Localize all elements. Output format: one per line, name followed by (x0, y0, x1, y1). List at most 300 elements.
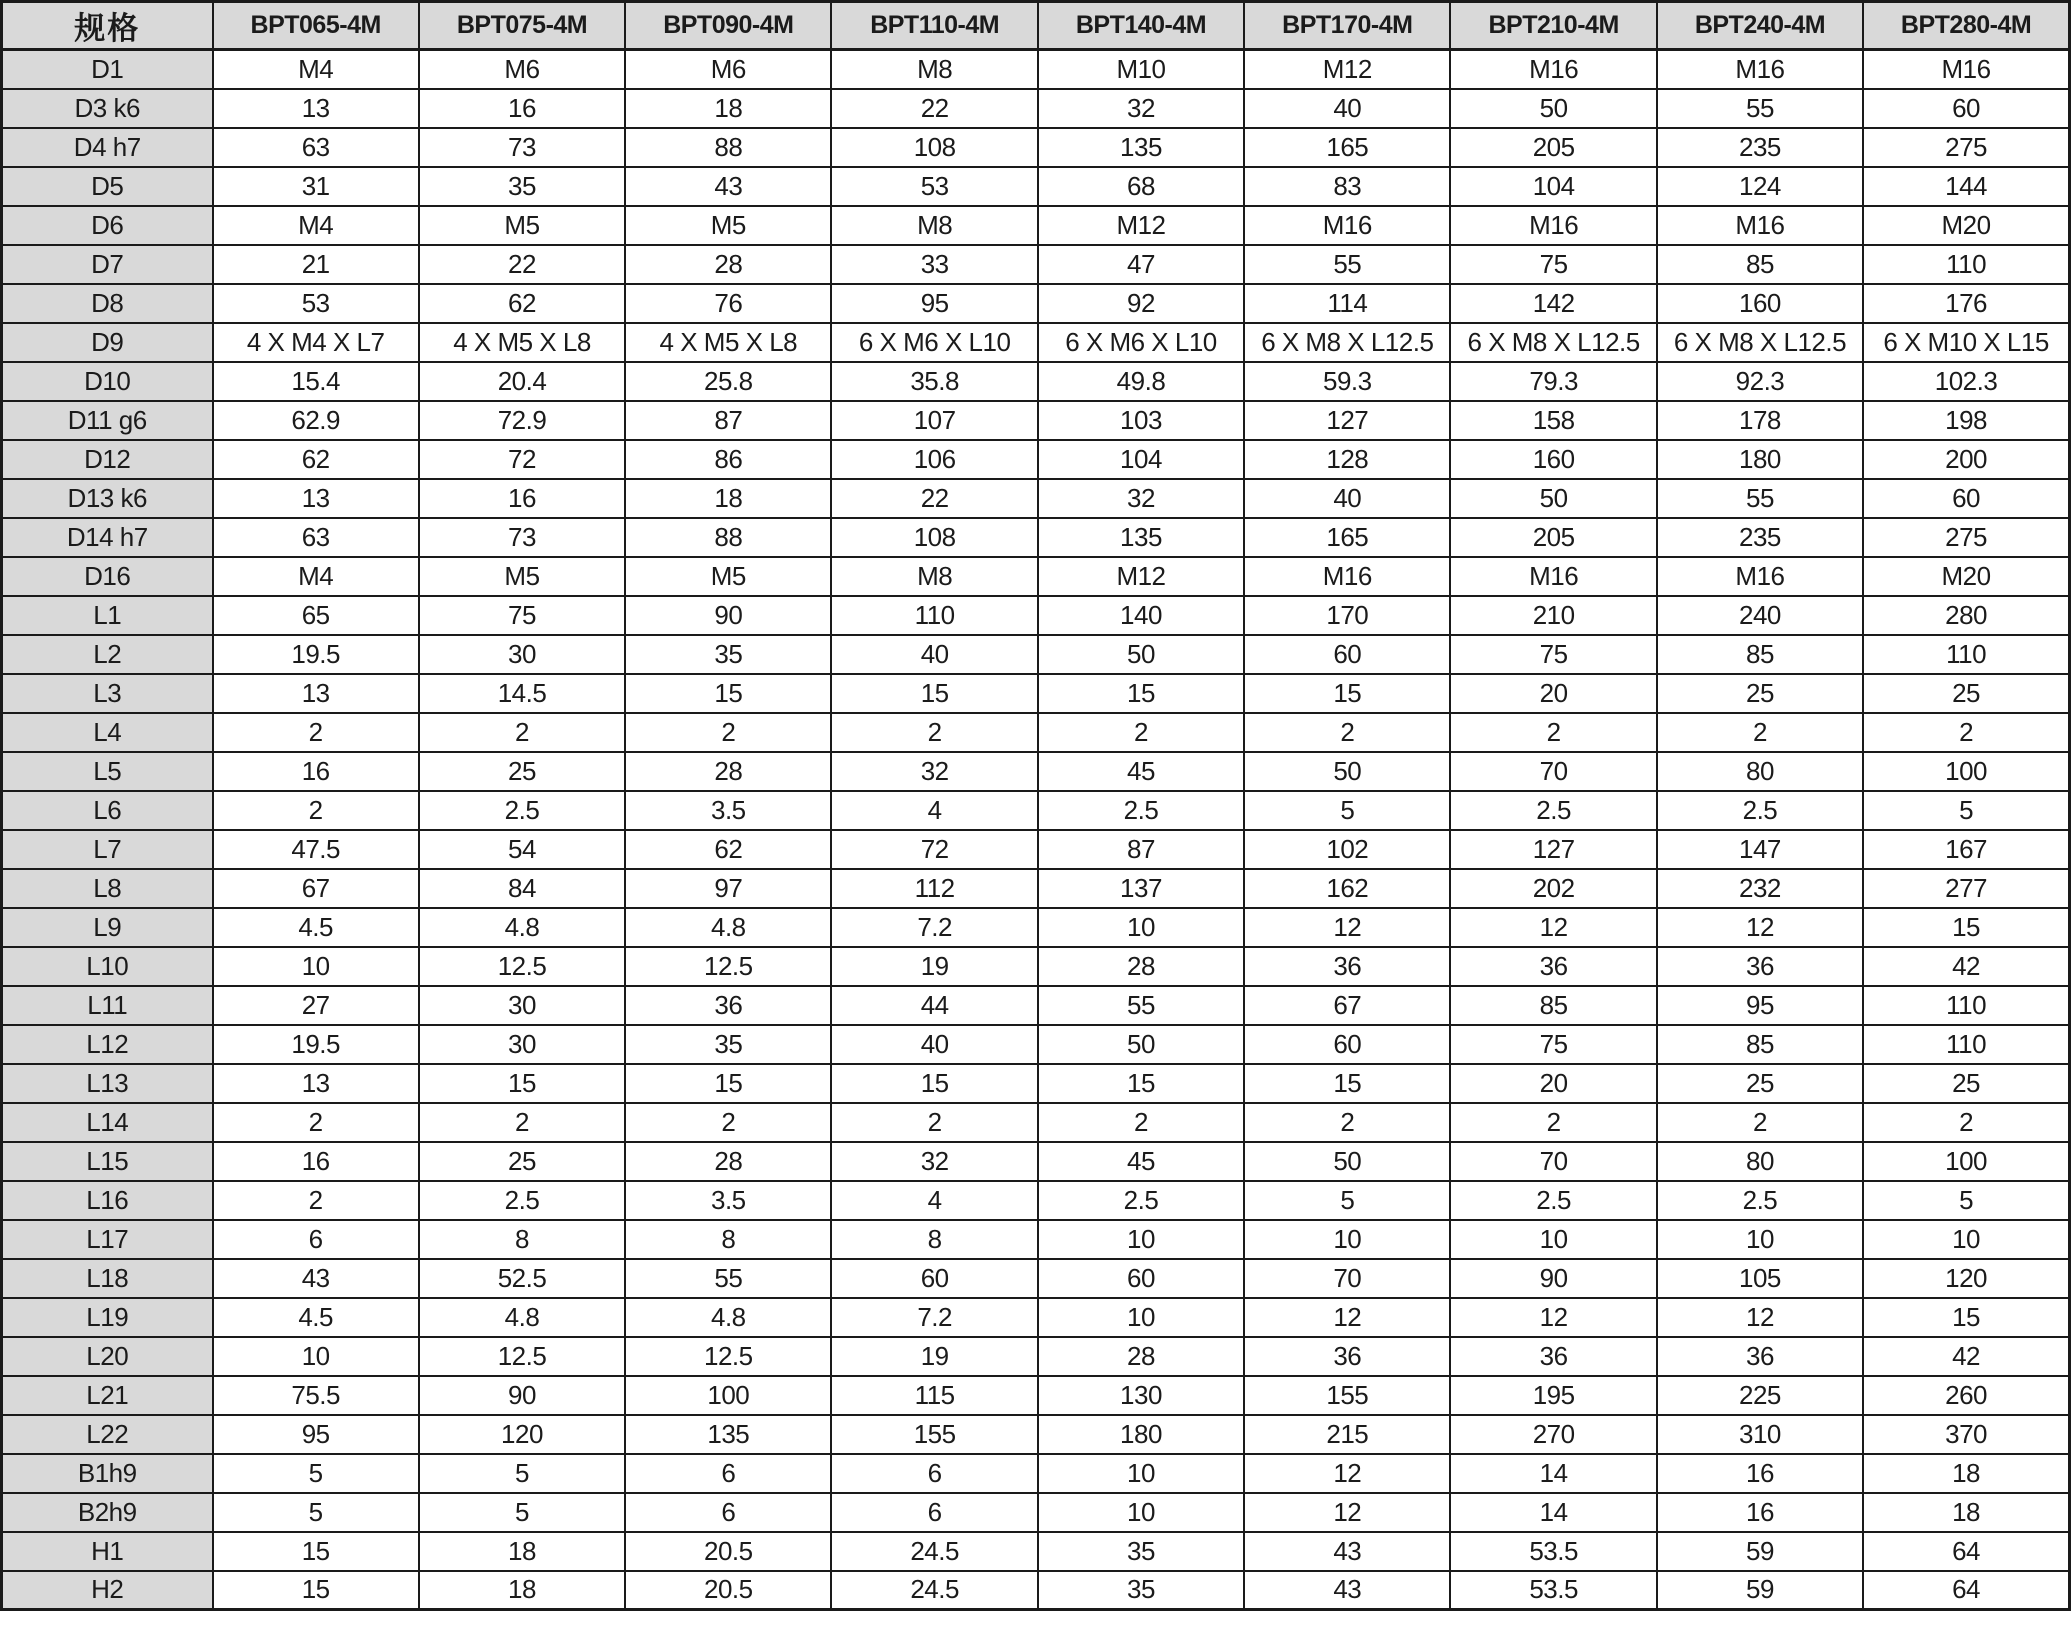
spec-cell: 115 (831, 1376, 1037, 1415)
spec-cell: 2.5 (419, 1181, 625, 1220)
spec-cell: 95 (213, 1415, 419, 1454)
spec-cell: 6 X M6 X L10 (1038, 323, 1244, 362)
spec-cell: 120 (1863, 1259, 2069, 1298)
spec-cell: 232 (1657, 869, 1863, 908)
spec-cell: 12.5 (625, 1337, 831, 1376)
spec-cell: 54 (419, 830, 625, 869)
spec-cell: M16 (1657, 557, 1863, 596)
table-row (2, 1181, 2070, 1220)
spec-cell: 124 (1657, 167, 1863, 206)
spec-cell: 110 (1863, 986, 2069, 1025)
spec-cell: 2 (1863, 1103, 2069, 1142)
spec-cell: 73 (419, 518, 625, 557)
table-row (2, 596, 2070, 635)
spec-cell: 40 (831, 635, 1037, 674)
spec-cell: 4 X M4 X L7 (213, 323, 419, 362)
spec-cell: 10 (1038, 908, 1244, 947)
table-row (2, 128, 2070, 167)
spec-cell: 6 (213, 1220, 419, 1259)
spec-cell: M6 (419, 50, 625, 89)
spec-cell: 16 (1657, 1493, 1863, 1532)
column-header: BPT170-4M (1244, 2, 1450, 50)
row-label: D4 h7 (2, 128, 213, 167)
spec-cell: 280 (1863, 596, 2069, 635)
row-label: L19 (2, 1298, 213, 1337)
spec-cell: 180 (1038, 1415, 1244, 1454)
spec-cell: 59.3 (1244, 362, 1450, 401)
spec-cell: 83 (1244, 167, 1450, 206)
spec-cell: 107 (831, 401, 1037, 440)
spec-cell: 16 (213, 752, 419, 791)
spec-cell: 55 (625, 1259, 831, 1298)
spec-cell: 128 (1244, 440, 1450, 479)
table-row (2, 1064, 2070, 1103)
table-row (2, 869, 2070, 908)
spec-cell: 53 (831, 167, 1037, 206)
spec-cell: 53 (213, 284, 419, 323)
spec-cell: 95 (831, 284, 1037, 323)
spec-cell: 85 (1450, 986, 1656, 1025)
table-row (2, 908, 2070, 947)
spec-cell: 15 (213, 1571, 419, 1610)
table-row (2, 284, 2070, 323)
row-label: D6 (2, 206, 213, 245)
row-label: L14 (2, 1103, 213, 1142)
table-row (2, 1259, 2070, 1298)
spec-cell: 15 (831, 1064, 1037, 1103)
spec-cell: 35.8 (831, 362, 1037, 401)
spec-cell: M5 (419, 206, 625, 245)
spec-cell: 70 (1244, 1259, 1450, 1298)
spec-cell: 2 (1863, 713, 2069, 752)
spec-cell: 5 (1863, 1181, 2069, 1220)
spec-cell: 160 (1657, 284, 1863, 323)
spec-cell: 55 (1244, 245, 1450, 284)
spec-cell: M16 (1863, 50, 2069, 89)
spec-cell: 144 (1863, 167, 2069, 206)
spec-cell: 28 (625, 1142, 831, 1181)
spec-cell: 2.5 (1038, 791, 1244, 830)
spec-cell: 6 (831, 1493, 1037, 1532)
spec-cell: 200 (1863, 440, 2069, 479)
row-label: D7 (2, 245, 213, 284)
spec-cell: 12.5 (419, 947, 625, 986)
spec-cell: 24.5 (831, 1532, 1037, 1571)
spec-cell: 88 (625, 128, 831, 167)
spec-cell: 4.8 (625, 908, 831, 947)
row-label: L9 (2, 908, 213, 947)
spec-cell: 21 (213, 245, 419, 284)
spec-cell: 44 (831, 986, 1037, 1025)
spec-cell: 198 (1863, 401, 2069, 440)
spec-cell: 15 (831, 674, 1037, 713)
spec-cell: 13 (213, 674, 419, 713)
spec-cell: 30 (419, 1025, 625, 1064)
spec-cell: 100 (1863, 1142, 2069, 1181)
spec-cell: 35 (625, 635, 831, 674)
row-label: D12 (2, 440, 213, 479)
spec-cell: 36 (1244, 1337, 1450, 1376)
spec-cell: 43 (1244, 1532, 1450, 1571)
spec-cell: 75.5 (213, 1376, 419, 1415)
spec-cell: 112 (831, 869, 1037, 908)
spec-cell: 155 (831, 1415, 1037, 1454)
spec-cell: 2.5 (419, 791, 625, 830)
row-label: L21 (2, 1376, 213, 1415)
spec-cell: 12 (1244, 1454, 1450, 1493)
spec-cell: 165 (1244, 518, 1450, 557)
spec-cell: 2 (1244, 713, 1450, 752)
spec-cell: 4.8 (419, 908, 625, 947)
row-label: L6 (2, 791, 213, 830)
spec-cell: 6 X M6 X L10 (831, 323, 1037, 362)
table-row (2, 1298, 2070, 1337)
row-label: L7 (2, 830, 213, 869)
table-row (2, 1220, 2070, 1259)
spec-cell: 110 (1863, 245, 2069, 284)
spec-cell: 135 (1038, 518, 1244, 557)
spec-cell: 20.5 (625, 1571, 831, 1610)
table-row (2, 89, 2070, 128)
spec-cell: 75 (1450, 635, 1656, 674)
spec-cell: 10 (1244, 1220, 1450, 1259)
column-header: BPT090-4M (625, 2, 831, 50)
spec-cell: 73 (419, 128, 625, 167)
spec-cell: 12 (1657, 908, 1863, 947)
spec-cell: 5 (213, 1493, 419, 1532)
row-label: D5 (2, 167, 213, 206)
row-label: H1 (2, 1532, 213, 1571)
spec-cell: 4.5 (213, 908, 419, 947)
spec-cell: 53.5 (1450, 1532, 1656, 1571)
spec-cell: 4 (831, 1181, 1037, 1220)
row-label: L2 (2, 635, 213, 674)
spec-cell: 14 (1450, 1454, 1656, 1493)
table-row (2, 713, 2070, 752)
spec-cell: M5 (625, 557, 831, 596)
spec-cell: 95 (1657, 986, 1863, 1025)
spec-cell: M20 (1863, 557, 2069, 596)
spec-cell: 100 (625, 1376, 831, 1415)
spec-cell: 60 (1863, 479, 2069, 518)
spec-cell: 6 X M10 X L15 (1863, 323, 2069, 362)
spec-cell: 120 (419, 1415, 625, 1454)
row-label: L1 (2, 596, 213, 635)
table-row (2, 674, 2070, 713)
spec-cell: 106 (831, 440, 1037, 479)
spec-cell: 36 (625, 986, 831, 1025)
spec-cell: 47.5 (213, 830, 419, 869)
spec-cell: 22 (831, 89, 1037, 128)
spec-cell: 7.2 (831, 1298, 1037, 1337)
spec-cell: 16 (213, 1142, 419, 1181)
spec-cell: 8 (831, 1220, 1037, 1259)
spec-cell: 35 (1038, 1571, 1244, 1610)
spec-cell: M6 (625, 50, 831, 89)
spec-cell: 24.5 (831, 1571, 1037, 1610)
spec-cell: 76 (625, 284, 831, 323)
spec-cell: M16 (1244, 557, 1450, 596)
spec-cell: 130 (1038, 1376, 1244, 1415)
spec-cell: 6 X M8 X L12.5 (1657, 323, 1863, 362)
spec-cell: 16 (1657, 1454, 1863, 1493)
spec-cell: 4 X M5 X L8 (419, 323, 625, 362)
spec-cell: 2.5 (1657, 1181, 1863, 1220)
spec-cell: 4.8 (625, 1298, 831, 1337)
spec-cell: 18 (625, 479, 831, 518)
table-row (2, 1571, 2070, 1610)
row-label: B1h9 (2, 1454, 213, 1493)
spec-cell: 3.5 (625, 791, 831, 830)
spec-cell: 210 (1450, 596, 1656, 635)
spec-cell: 50 (1244, 752, 1450, 791)
spec-cell: 25 (1863, 1064, 2069, 1103)
spec-cell: 32 (831, 1142, 1037, 1181)
spec-cell: 75 (1450, 1025, 1656, 1064)
spec-cell: 15 (1863, 1298, 2069, 1337)
spec-cell: 205 (1450, 518, 1656, 557)
spec-cell: 13 (213, 1064, 419, 1103)
spec-cell: 19.5 (213, 1025, 419, 1064)
spec-cell: 72 (831, 830, 1037, 869)
spec-cell: 45 (1038, 752, 1244, 791)
spec-cell: 110 (1863, 635, 2069, 674)
row-label: L12 (2, 1025, 213, 1064)
spec-cell: 32 (831, 752, 1037, 791)
spec-cell: 43 (625, 167, 831, 206)
spec-cell: 87 (625, 401, 831, 440)
spec-cell: 240 (1657, 596, 1863, 635)
spec-cell: 2 (213, 713, 419, 752)
spec-cell: 105 (1657, 1259, 1863, 1298)
column-header: BPT140-4M (1038, 2, 1244, 50)
spec-cell: 18 (419, 1571, 625, 1610)
spec-cell: 14.5 (419, 674, 625, 713)
spec-cell: 310 (1657, 1415, 1863, 1454)
spec-cell: 12 (1244, 1298, 1450, 1337)
spec-cell: 12.5 (419, 1337, 625, 1376)
row-label: L8 (2, 869, 213, 908)
spec-cell: 60 (1244, 635, 1450, 674)
spec-cell: 275 (1863, 128, 2069, 167)
table-row (2, 206, 2070, 245)
spec-cell: 25 (1657, 674, 1863, 713)
spec-cell: 40 (1244, 89, 1450, 128)
spec-cell: 2 (213, 791, 419, 830)
spec-cell: 67 (1244, 986, 1450, 1025)
spec-cell: 88 (625, 518, 831, 557)
spec-cell: 10 (1038, 1220, 1244, 1259)
table-row (2, 50, 2070, 89)
table-row (2, 1454, 2070, 1493)
spec-cell: 70 (1450, 1142, 1656, 1181)
table-row (2, 1337, 2070, 1376)
spec-cell: 85 (1657, 635, 1863, 674)
row-label: L10 (2, 947, 213, 986)
column-header: BPT065-4M (213, 2, 419, 50)
row-label: D11 g6 (2, 401, 213, 440)
spec-cell: 18 (625, 89, 831, 128)
spec-cell: 63 (213, 128, 419, 167)
table-row (2, 830, 2070, 869)
table-row (2, 557, 2070, 596)
row-label: L13 (2, 1064, 213, 1103)
spec-cell: 102 (1244, 830, 1450, 869)
spec-cell: 43 (213, 1259, 419, 1298)
spec-cell: 15 (1038, 674, 1244, 713)
column-header: BPT075-4M (419, 2, 625, 50)
spec-cell: 12 (1450, 1298, 1656, 1337)
spec-cell: 100 (1863, 752, 2069, 791)
column-header: BPT110-4M (831, 2, 1037, 50)
spec-cell: 135 (625, 1415, 831, 1454)
row-label: D13 k6 (2, 479, 213, 518)
spec-cell: 79.3 (1450, 362, 1656, 401)
spec-cell: 205 (1450, 128, 1656, 167)
spec-cell: 86 (625, 440, 831, 479)
spec-cell: 42 (1863, 947, 2069, 986)
spec-cell: 63 (213, 518, 419, 557)
spec-cell: 13 (213, 479, 419, 518)
spec-cell: 35 (419, 167, 625, 206)
spec-cell: 40 (831, 1025, 1037, 1064)
spec-cell: 15 (625, 1064, 831, 1103)
spec-cell: 43 (1244, 1571, 1450, 1610)
spec-cell: 370 (1863, 1415, 2069, 1454)
spec-cell: 90 (419, 1376, 625, 1415)
spec-cell: 60 (1038, 1259, 1244, 1298)
table-row (2, 167, 2070, 206)
spec-cell: 20 (1450, 1064, 1656, 1103)
spec-cell: 165 (1244, 128, 1450, 167)
spec-cell: 5 (213, 1454, 419, 1493)
spec-cell: 15 (1863, 908, 2069, 947)
spec-cell: 62 (625, 830, 831, 869)
spec-cell: 2 (419, 1103, 625, 1142)
spec-cell: 127 (1244, 401, 1450, 440)
spec-cell: 30 (419, 986, 625, 1025)
spec-cell: 49.8 (1038, 362, 1244, 401)
table-row (2, 440, 2070, 479)
spec-cell: 104 (1450, 167, 1656, 206)
spec-cell: 75 (1450, 245, 1656, 284)
spec-cell: M12 (1038, 557, 1244, 596)
spec-cell: 215 (1244, 1415, 1450, 1454)
spec-cell: 64 (1863, 1532, 2069, 1571)
spec-cell: 28 (1038, 947, 1244, 986)
spec-cell: 72.9 (419, 401, 625, 440)
spec-cell: 15 (625, 674, 831, 713)
spec-cell: 28 (625, 245, 831, 284)
spec-cell: 55 (1038, 986, 1244, 1025)
spec-cell: 59 (1657, 1571, 1863, 1610)
spec-cell: 137 (1038, 869, 1244, 908)
row-label: H2 (2, 1571, 213, 1610)
table-row (2, 1532, 2070, 1571)
spec-cell: 15 (213, 1532, 419, 1571)
spec-cell: 4.8 (419, 1298, 625, 1337)
row-label: L16 (2, 1181, 213, 1220)
spec-cell: 10 (213, 1337, 419, 1376)
spec-cell: 102.3 (1863, 362, 2069, 401)
spec-cell: 180 (1657, 440, 1863, 479)
spec-cell: M10 (1038, 50, 1244, 89)
spec-cell: M12 (1038, 206, 1244, 245)
table-row (2, 1415, 2070, 1454)
table-row (2, 1142, 2070, 1181)
spec-cell: 104 (1038, 440, 1244, 479)
spec-cell: 6 X M8 X L12.5 (1450, 323, 1656, 362)
spec-cell: 3.5 (625, 1181, 831, 1220)
row-label: D3 k6 (2, 89, 213, 128)
row-label: L17 (2, 1220, 213, 1259)
spec-cell: 5 (419, 1454, 625, 1493)
spec-cell: 70 (1450, 752, 1656, 791)
spec-cell: 35 (625, 1025, 831, 1064)
spec-cell: 167 (1863, 830, 2069, 869)
spec-cell: 15 (1244, 1064, 1450, 1103)
spec-cell: M16 (1657, 206, 1863, 245)
spec-cell: 85 (1657, 1025, 1863, 1064)
spec-cell: M16 (1657, 50, 1863, 89)
spec-cell: 50 (1244, 1142, 1450, 1181)
table-row (2, 752, 2070, 791)
spec-cell: 36 (1657, 947, 1863, 986)
spec-cell: 36 (1244, 947, 1450, 986)
spec-cell: 32 (1038, 89, 1244, 128)
spec-cell: 40 (1244, 479, 1450, 518)
table-row (2, 245, 2070, 284)
spec-cell: 35 (1038, 1532, 1244, 1571)
spec-cell: 20.4 (419, 362, 625, 401)
spec-cell: 135 (1038, 128, 1244, 167)
spec-cell: 2 (213, 1181, 419, 1220)
spec-cell: 162 (1244, 869, 1450, 908)
row-label: D9 (2, 323, 213, 362)
spec-cell: 28 (1038, 1337, 1244, 1376)
spec-cell: 10 (1450, 1220, 1656, 1259)
spec-cell: 64 (1863, 1571, 2069, 1610)
spec-cell: 18 (1863, 1454, 2069, 1493)
table-row (2, 1103, 2070, 1142)
spec-cell: 18 (419, 1532, 625, 1571)
spec-cell: 176 (1863, 284, 2069, 323)
spec-cell: 80 (1657, 1142, 1863, 1181)
spec-cell: 275 (1863, 518, 2069, 557)
spec-cell: M4 (213, 557, 419, 596)
spec-cell: 6 (625, 1493, 831, 1532)
spec-cell: 5 (1863, 791, 2069, 830)
spec-cell: M16 (1450, 50, 1656, 89)
spec-cell: 155 (1244, 1376, 1450, 1415)
table-row (2, 635, 2070, 674)
spec-cell: 5 (419, 1493, 625, 1532)
spec-cell: M8 (831, 206, 1037, 245)
row-label: L15 (2, 1142, 213, 1181)
spec-cell: 2 (831, 1103, 1037, 1142)
spec-cell: 2.5 (1657, 791, 1863, 830)
spec-cell: 10 (213, 947, 419, 986)
table-row (2, 1493, 2070, 1532)
spec-cell: 47 (1038, 245, 1244, 284)
header-row (2, 2, 2070, 50)
spec-cell: 158 (1450, 401, 1656, 440)
spec-cell: 160 (1450, 440, 1656, 479)
spec-cell: 10 (1863, 1220, 2069, 1259)
spec-cell: 260 (1863, 1376, 2069, 1415)
table-row (2, 518, 2070, 557)
spec-cell: 10 (1038, 1493, 1244, 1532)
